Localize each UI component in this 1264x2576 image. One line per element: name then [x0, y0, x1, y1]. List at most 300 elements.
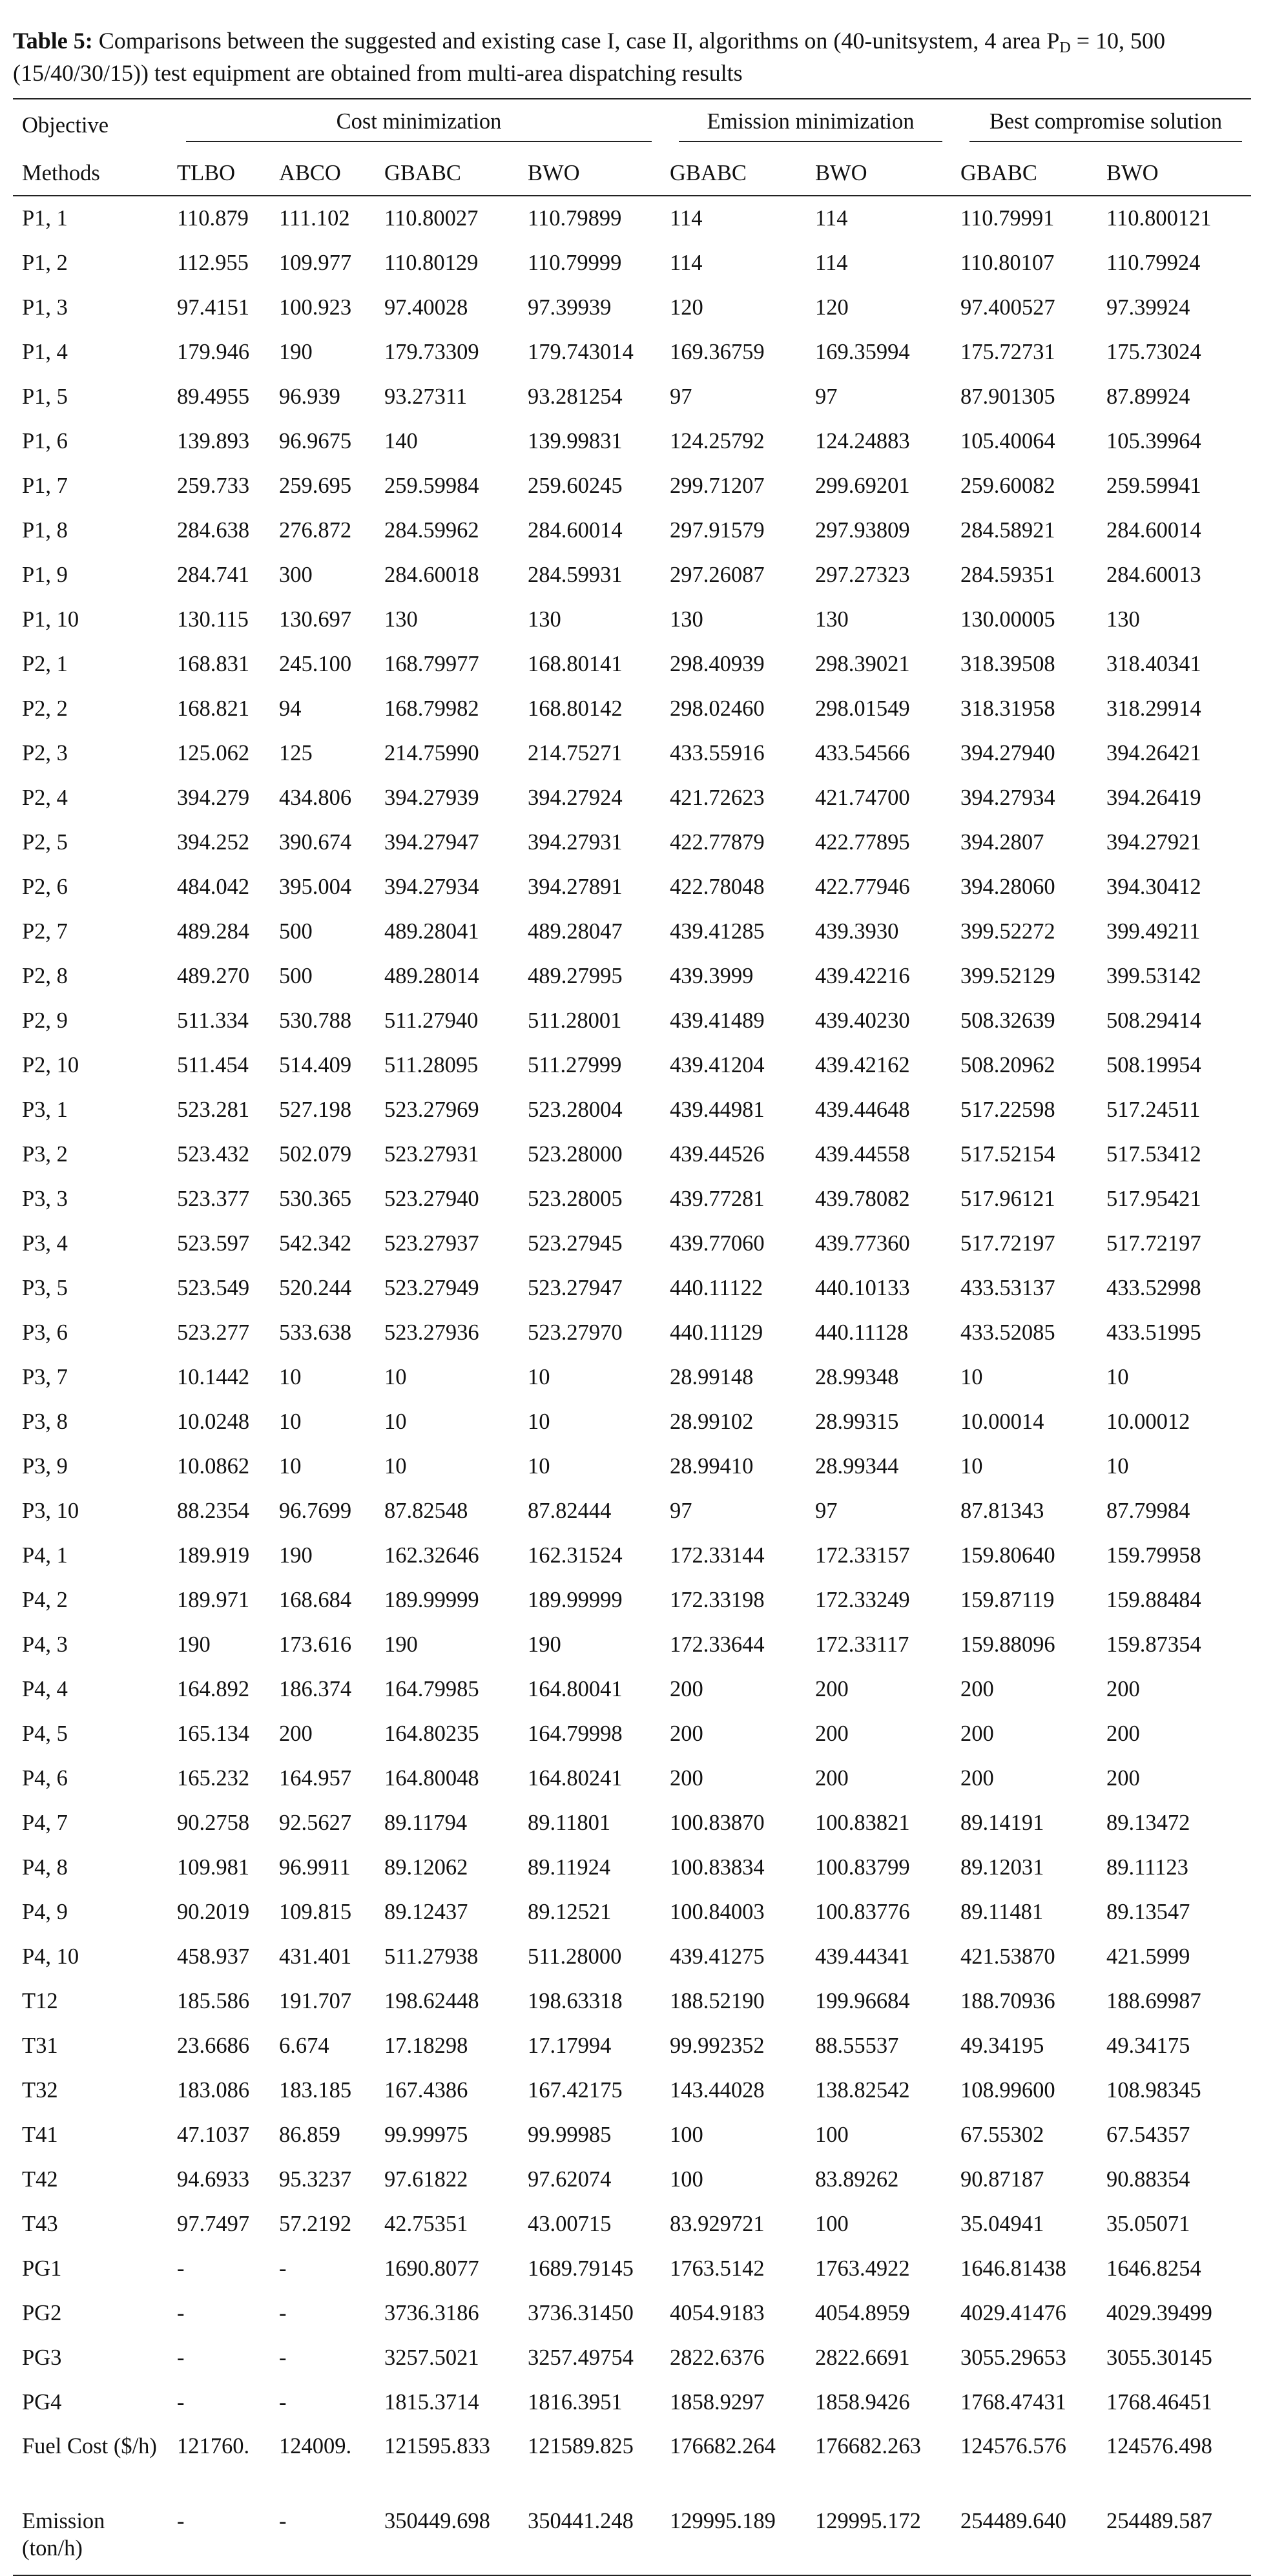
- row-label: P1, 6: [22, 429, 68, 453]
- table-cell: 533.638: [279, 1320, 352, 1345]
- table-cell: 198.63318: [528, 1989, 623, 2013]
- table-cell: 200: [960, 1721, 994, 1746]
- row-label: P4, 9: [22, 1900, 68, 1924]
- table-cell: 394.27921: [1106, 830, 1201, 855]
- row-label: T32: [22, 2078, 58, 2103]
- table-cell: 94: [279, 696, 302, 721]
- table-cell: 440.10133: [815, 1276, 910, 1300]
- table-cell: -: [279, 2301, 287, 2325]
- table-cell: 83.89262: [815, 2167, 899, 2192]
- row-label: P4, 6: [22, 1766, 68, 1791]
- table-cell: 179.946: [177, 340, 250, 364]
- table-cell: 523.277: [177, 1320, 250, 1345]
- table-cell: 433.52085: [960, 1320, 1055, 1345]
- table-cell: 489.28047: [528, 919, 623, 944]
- table-row: [13, 999, 1251, 1043]
- table-cell: 130.115: [177, 607, 249, 632]
- table-cell: 198.62448: [384, 1989, 479, 2013]
- table-cell: 508.19954: [1106, 1053, 1201, 1077]
- header-method: ABCO: [270, 151, 375, 196]
- table-cell: 42.75351: [384, 2212, 468, 2236]
- table-cell: 523.27969: [384, 1097, 479, 1122]
- table-cell: 164.79985: [384, 1677, 479, 1701]
- table-cell: 300: [279, 563, 313, 587]
- table-cell: 1858.9297: [670, 2390, 765, 2415]
- table-cell: 1646.8254: [1106, 2256, 1201, 2281]
- table-cell: 86.859: [279, 2123, 340, 2147]
- results-table: [13, 98, 1251, 2576]
- table-cell: 105.39964: [1106, 429, 1201, 453]
- header-row-methods: [13, 151, 1251, 196]
- table-cell: 517.72197: [1106, 1231, 1201, 1256]
- row-label: P2, 4: [22, 785, 68, 810]
- table-cell: 120: [670, 295, 703, 320]
- table-cell: 89.14191: [960, 1811, 1044, 1835]
- table-cell: 125.062: [177, 741, 250, 765]
- table-cell: 110.79924: [1106, 251, 1201, 275]
- table-cell: 458.937: [177, 1944, 250, 1969]
- table-cell: 143.44028: [670, 2078, 765, 2103]
- table-cell: 284.638: [177, 518, 250, 543]
- row-label: P1, 1: [22, 206, 68, 231]
- table-cell: 168.821: [177, 696, 250, 721]
- table-row: [13, 865, 1251, 909]
- table-cell: 130: [528, 607, 561, 632]
- table-cell: 167.42175: [528, 2078, 623, 2103]
- table-cell: 23.6686: [177, 2033, 250, 2058]
- header-method: BWO: [806, 151, 951, 196]
- table-cell: 431.401: [279, 1944, 352, 1969]
- table-cell: 47.1037: [177, 2123, 250, 2147]
- table-caption: [13, 25, 1251, 89]
- table-cell: 298.40939: [670, 652, 765, 676]
- row-label: PG1: [22, 2256, 62, 2281]
- table-cell: 164.79998: [528, 1721, 623, 1746]
- row-label: P4, 4: [22, 1677, 68, 1701]
- table-cell: 159.80640: [960, 1543, 1055, 1568]
- table-cell: 523.432: [177, 1142, 250, 1167]
- table-cell: 517.52154: [960, 1142, 1055, 1167]
- table-cell: 439.40230: [815, 1008, 910, 1033]
- table-cell: 1815.3714: [384, 2390, 479, 2415]
- table-row: [13, 1935, 1251, 1979]
- table-cell: 190: [279, 1543, 313, 1568]
- table-cell: 188.69987: [1106, 1989, 1201, 2013]
- table-cell: 109.981: [177, 1855, 250, 1880]
- table-cell: 394.279: [177, 785, 250, 810]
- table-cell: 189.99999: [528, 1588, 623, 1612]
- table-cell: 96.9675: [279, 429, 352, 453]
- row-label: T12: [22, 1989, 58, 2013]
- table-cell: 10: [960, 1454, 983, 1479]
- table-row: [13, 731, 1251, 776]
- table-cell: 49.34175: [1106, 2033, 1190, 2058]
- table-cell: 87.79984: [1106, 1499, 1190, 1523]
- table-cell: 3257.5021: [384, 2345, 479, 2370]
- table-cell: 1690.8077: [384, 2256, 479, 2281]
- table-cell: 4054.9183: [670, 2301, 765, 2325]
- table-cell: 90.2758: [177, 1811, 250, 1835]
- table-row: [13, 464, 1251, 508]
- table-cell: 114: [815, 251, 848, 275]
- table-cell: 299.69201: [815, 473, 910, 498]
- table-cell: 200: [815, 1766, 849, 1791]
- table-cell: 422.78048: [670, 875, 765, 899]
- table-row: [13, 1266, 1251, 1311]
- row-label: P3, 4: [22, 1231, 68, 1256]
- table-cell: 439.44648: [815, 1097, 910, 1122]
- table-cell: 439.44558: [815, 1142, 910, 1167]
- table-cell: 109.815: [279, 1900, 352, 1924]
- table-cell: 318.29914: [1106, 696, 1201, 721]
- table-cell: 111.102: [279, 206, 350, 231]
- table-cell: 97.61822: [384, 2167, 468, 2192]
- table-cell: 439.41204: [670, 1053, 765, 1077]
- table-cell: 190: [177, 1632, 211, 1657]
- table-row: [13, 776, 1251, 820]
- row-label: P2, 7: [22, 919, 68, 944]
- table-cell: 523.597: [177, 1231, 250, 1256]
- table-cell: 284.60013: [1106, 563, 1201, 587]
- header-method: GBABC: [375, 151, 519, 196]
- table-cell: 10.00012: [1106, 1409, 1190, 1434]
- table-cell: 28.99410: [670, 1454, 754, 1479]
- table-cell: -: [177, 2345, 185, 2370]
- table-cell: 200: [1106, 1766, 1140, 1791]
- table-cell: 108.99600: [960, 2078, 1055, 2103]
- row-label: P2, 6: [22, 875, 68, 899]
- table-row: [13, 2336, 1251, 2380]
- table-cell: 523.377: [177, 1187, 250, 1211]
- table-cell: 28.99348: [815, 1365, 899, 1389]
- table-cell: 284.60014: [528, 518, 623, 543]
- table-cell: 90.88354: [1106, 2167, 1190, 2192]
- table-cell: 99.992352: [670, 2033, 765, 2058]
- table-row: [13, 642, 1251, 687]
- table-cell: -: [177, 2256, 185, 2281]
- table-cell: 502.079: [279, 1142, 352, 1167]
- table-cell: 517.22598: [960, 1097, 1055, 1122]
- table-cell: 121595.833: [384, 2434, 490, 2458]
- table-cell: 6.674: [279, 2033, 329, 2058]
- table-cell: 89.11123: [1106, 1855, 1188, 1880]
- table-cell: 89.13547: [1106, 1900, 1190, 1924]
- table-cell: 259.695: [279, 473, 352, 498]
- table-cell: 4029.39499: [1106, 2301, 1212, 2325]
- table-cell: 87.82444: [528, 1499, 612, 1523]
- row-label: P2, 3: [22, 741, 68, 765]
- table-cell: 284.58921: [960, 518, 1055, 543]
- row-label: P4, 10: [22, 1944, 79, 1969]
- table-row: [13, 553, 1251, 597]
- table-row: [13, 1667, 1251, 1712]
- row-label: P4, 5: [22, 1721, 68, 1746]
- table-cell: 49.34195: [960, 2033, 1044, 2058]
- table-cell: 17.17994: [528, 2033, 612, 2058]
- row-label: Fuel Cost ($/h): [22, 2434, 157, 2458]
- table-cell: 422.77946: [815, 875, 910, 899]
- table-cell: 439.3999: [670, 964, 754, 988]
- table-cell: 97: [670, 384, 692, 409]
- table-cell: 298.02460: [670, 696, 765, 721]
- table-cell: 439.77060: [670, 1231, 765, 1256]
- row-label: P1, 8: [22, 518, 68, 543]
- table-cell: 90.87187: [960, 2167, 1044, 2192]
- table-cell: 90.2019: [177, 1900, 250, 1924]
- table-cell: 298.01549: [815, 696, 910, 721]
- table-cell: 440.11128: [815, 1320, 909, 1345]
- table-row: [13, 2291, 1251, 2336]
- table-cell: 4029.41476: [960, 2301, 1066, 2325]
- table-cell: 169.35994: [815, 340, 910, 364]
- row-label: P4, 7: [22, 1811, 68, 1835]
- table-cell: 276.872: [279, 518, 352, 543]
- table-cell: 10: [528, 1409, 550, 1434]
- table-cell: 124009.: [279, 2434, 352, 2458]
- table-cell: 484.042: [177, 875, 250, 899]
- table-cell: 530.788: [279, 1008, 352, 1033]
- table-cell: 93.27311: [384, 384, 468, 409]
- table-cell: 96.939: [279, 384, 340, 409]
- row-label: T42: [22, 2167, 58, 2192]
- table-cell: 97.4151: [177, 295, 250, 320]
- table-cell: 188.70936: [960, 1989, 1055, 2013]
- table-cell: 175.73024: [1106, 340, 1201, 364]
- table-row: [13, 2068, 1251, 2113]
- table-cell: 318.39508: [960, 652, 1055, 676]
- table-cell: 200: [960, 1677, 994, 1701]
- row-label: P3, 1: [22, 1097, 68, 1122]
- table-cell: 110.879: [177, 206, 249, 231]
- table-cell: 200: [670, 1721, 703, 1746]
- table-row: [13, 1444, 1251, 1489]
- table-cell: 114: [670, 206, 703, 231]
- table-cell: 523.27937: [384, 1231, 479, 1256]
- table-cell: 190: [384, 1632, 418, 1657]
- table-cell: 439.78082: [815, 1187, 910, 1211]
- table-cell: 124.25792: [670, 429, 765, 453]
- table-row: [13, 196, 1251, 241]
- table-cell: 162.32646: [384, 1543, 479, 1568]
- table-cell: 99.99975: [384, 2123, 468, 2147]
- table-cell: 10: [1106, 1365, 1129, 1389]
- caption-text-a: Comparisons between the suggested and existing case I, case II, algorithms on (40-unitsystem, 4 area P: [98, 28, 1060, 54]
- table-row: [13, 1845, 1251, 1890]
- row-label: P4, 2: [22, 1588, 68, 1612]
- table-cell: 523.27945: [528, 1231, 623, 1256]
- table-cell: 175.72731: [960, 340, 1055, 364]
- table-cell: 523.27949: [384, 1276, 479, 1300]
- table-cell: 439.44981: [670, 1097, 765, 1122]
- table-row: [13, 1712, 1251, 1756]
- row-label: P3, 9: [22, 1454, 68, 1479]
- table-cell: 83.929721: [670, 2212, 765, 2236]
- table-cell: 10: [279, 1365, 302, 1389]
- table-cell: 162.31524: [528, 1543, 623, 1568]
- row-label: P1, 9: [22, 563, 68, 587]
- table-cell: 200: [1106, 1721, 1140, 1746]
- table-cell: 100.83870: [670, 1811, 765, 1835]
- table-cell: 139.893: [177, 429, 250, 453]
- table-cell: -: [177, 2301, 185, 2325]
- table-cell: 199.96684: [815, 1989, 910, 2013]
- header-objective: Objective: [13, 99, 168, 151]
- table-row: [13, 2157, 1251, 2202]
- table-cell: 189.99999: [384, 1588, 479, 1612]
- table-cell: 10: [960, 1365, 983, 1389]
- table-cell: 10: [528, 1365, 550, 1389]
- row-label: Emission (ton/h): [13, 2500, 168, 2575]
- table-cell: 164.892: [177, 1677, 250, 1701]
- table-cell: 4054.8959: [815, 2301, 910, 2325]
- table-cell: 28.99102: [670, 1409, 754, 1434]
- table-cell: 17.18298: [384, 2033, 468, 2058]
- row-label: P3, 3: [22, 1187, 68, 1211]
- table-cell: 110.79899: [528, 206, 622, 231]
- table-cell: 523.27931: [384, 1142, 479, 1167]
- table-cell: 508.32639: [960, 1008, 1055, 1033]
- table-cell: 259.733: [177, 473, 250, 498]
- table-cell: 1646.81438: [960, 2256, 1066, 2281]
- table-cell: 254489.587: [1097, 2500, 1251, 2575]
- table-cell: 176682.263: [815, 2434, 921, 2458]
- table-cell: 168.79982: [384, 696, 479, 721]
- table-row: [13, 1801, 1251, 1845]
- table-cell: 109.977: [279, 251, 352, 275]
- table-cell: 159.79958: [1106, 1543, 1201, 1568]
- table-cell: 440.11129: [670, 1320, 763, 1345]
- table-cell: 394.27934: [960, 785, 1055, 810]
- table-cell: 57.2192: [279, 2212, 352, 2236]
- table-cell: 186.374: [279, 1677, 352, 1701]
- table-cell: 422.77879: [670, 830, 765, 855]
- table-cell: 284.60018: [384, 563, 479, 587]
- table-cell: 89.11801: [528, 1811, 611, 1835]
- table-cell: 100.83776: [815, 1900, 910, 1924]
- table-cell: -: [279, 2390, 287, 2415]
- table-cell: -: [270, 2500, 375, 2575]
- table-cell: 89.11924: [528, 1855, 611, 1880]
- table-cell: 511.27940: [384, 1008, 479, 1033]
- table-cell: 168.831: [177, 652, 250, 676]
- row-label: P4, 8: [22, 1855, 68, 1880]
- table-cell: 67.55302: [960, 2123, 1044, 2147]
- table-cell: 200: [670, 1766, 703, 1791]
- table-cell: 439.41275: [670, 1944, 765, 1969]
- table-cell: 440.11122: [670, 1276, 763, 1300]
- table-cell: 399.52272: [960, 919, 1055, 944]
- table-cell: 185.586: [177, 1989, 250, 2013]
- header-method: GBABC: [951, 151, 1097, 196]
- table-cell: 168.684: [279, 1588, 352, 1612]
- table-row: [13, 1355, 1251, 1400]
- table-cell: 530.365: [279, 1187, 352, 1211]
- table-cell: 28.99148: [670, 1365, 754, 1389]
- table-cell: 394.28060: [960, 875, 1055, 899]
- table-cell: 100.84003: [670, 1900, 765, 1924]
- table-cell: 110.80027: [384, 206, 479, 231]
- table-cell: 96.7699: [279, 1499, 352, 1523]
- table-cell: 284.59931: [528, 563, 623, 587]
- table-cell: 164.80041: [528, 1677, 623, 1701]
- table-cell: 164.80241: [528, 1766, 623, 1791]
- table-cell: 97.39924: [1106, 295, 1190, 320]
- table-cell: 318.40341: [1106, 652, 1201, 676]
- table-cell: 121760.: [177, 2434, 250, 2458]
- table-row: [13, 820, 1251, 865]
- table-cell: 159.88096: [960, 1632, 1055, 1657]
- table-cell: 97: [815, 384, 838, 409]
- table-cell: 514.409: [279, 1053, 352, 1077]
- table-cell: 394.27947: [384, 830, 479, 855]
- table-cell: 97.400527: [960, 295, 1055, 320]
- row-label: P2, 10: [22, 1053, 79, 1077]
- table-cell: 394.27940: [960, 741, 1055, 765]
- table-cell: 89.11481: [960, 1900, 1044, 1924]
- table-cell: 399.52129: [960, 964, 1055, 988]
- table-row: [13, 1043, 1251, 1088]
- table-cell: 517.95421: [1106, 1187, 1201, 1211]
- table-cell: 439.42162: [815, 1053, 910, 1077]
- table-cell: 10.00014: [960, 1409, 1044, 1434]
- table-cell: 297.93809: [815, 518, 910, 543]
- table-cell: 511.454: [177, 1053, 249, 1077]
- table-cell: 1763.4922: [815, 2256, 910, 2281]
- table-cell: 433.53137: [960, 1276, 1055, 1300]
- table-cell: 439.41285: [670, 919, 765, 944]
- table-cell: 439.42216: [815, 964, 910, 988]
- table-cell: 164.80048: [384, 1766, 479, 1791]
- row-label: P2, 8: [22, 964, 68, 988]
- table-cell: 439.41489: [670, 1008, 765, 1033]
- table-cell: 35.05071: [1106, 2212, 1190, 2236]
- table-cell: 395.004: [279, 875, 352, 899]
- table-cell: 110.79999: [528, 251, 622, 275]
- table-cell: 100: [815, 2123, 849, 2147]
- table-cell: 399.49211: [1106, 919, 1201, 944]
- table-row: [13, 2380, 1251, 2425]
- table-cell: 28.99315: [815, 1409, 899, 1434]
- table-cell: 200: [815, 1677, 849, 1701]
- header-group-cost: Cost minimization: [168, 99, 661, 151]
- table-cell: 140: [384, 429, 418, 453]
- table-cell: 523.281: [177, 1097, 250, 1122]
- table-cell: 523.28000: [528, 1142, 623, 1167]
- header-row-groups: [13, 99, 1251, 151]
- table-cell: 67.54357: [1106, 2123, 1190, 2147]
- table-cell: 100: [815, 2212, 849, 2236]
- table-cell: 200: [815, 1721, 849, 1746]
- table-cell: 159.88484: [1106, 1588, 1201, 1612]
- table-row: [13, 2024, 1251, 2068]
- row-label: P3, 6: [22, 1320, 68, 1345]
- table-cell: 433.55916: [670, 741, 765, 765]
- table-cell: 200: [1106, 1677, 1140, 1701]
- table-cell: 129995.172: [806, 2500, 951, 2575]
- table-cell: 394.27924: [528, 785, 623, 810]
- table-row: [13, 1132, 1251, 1177]
- table-cell: 190: [528, 1632, 561, 1657]
- table-cell: 1768.46451: [1106, 2390, 1212, 2415]
- table-cell: 394.2807: [960, 830, 1044, 855]
- table-cell: 517.72197: [960, 1231, 1055, 1256]
- table-cell: 511.28001: [528, 1008, 622, 1033]
- header-method: BWO: [1097, 151, 1251, 196]
- table-row: [13, 909, 1251, 954]
- table-cell: 284.59962: [384, 518, 479, 543]
- table-cell: 200: [960, 1766, 994, 1791]
- table-cell: 110.79991: [960, 206, 1055, 231]
